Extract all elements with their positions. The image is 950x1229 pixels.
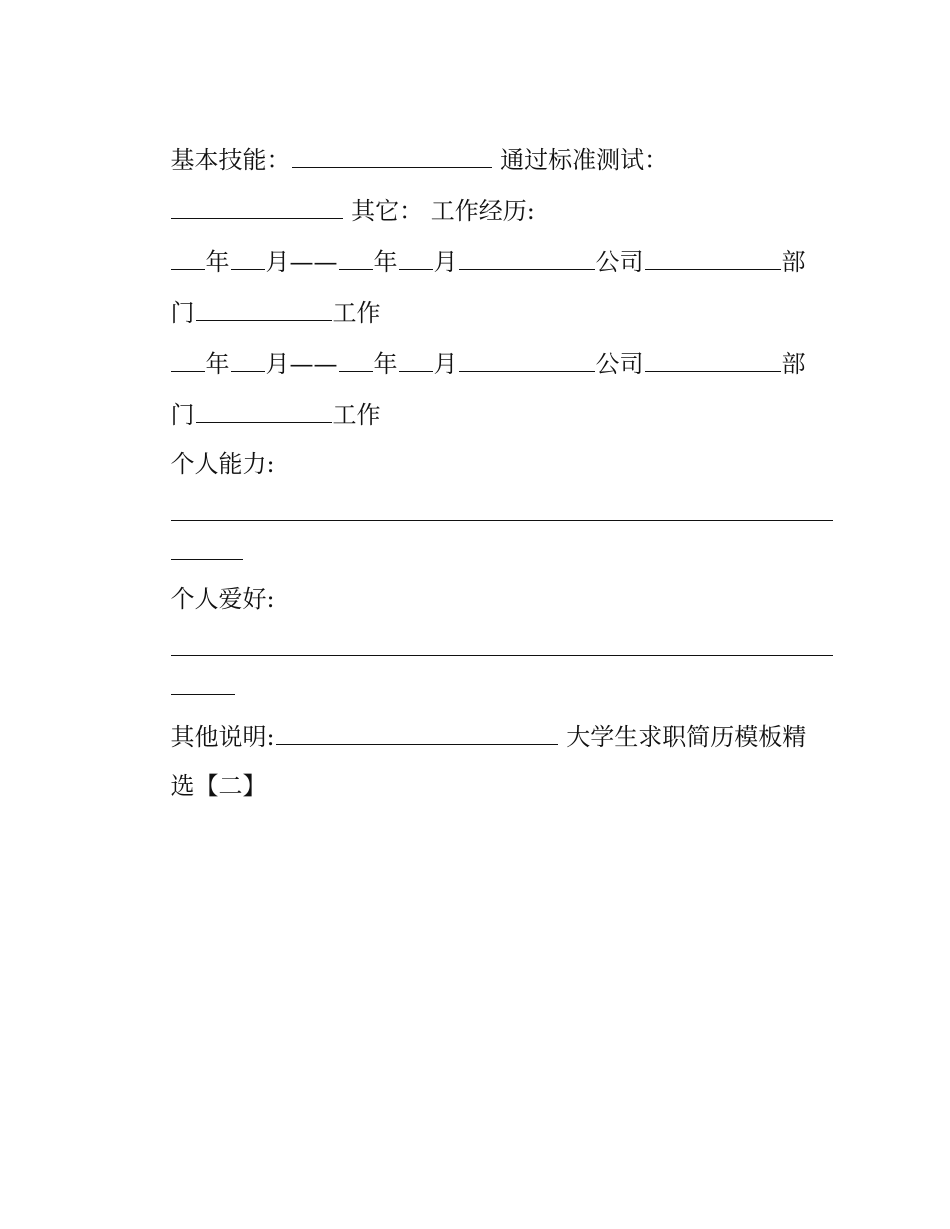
other-label: 其它： (351, 197, 424, 225)
department-label-part2: 门 (170, 299, 195, 327)
next-title-part2: 选【二】 (170, 772, 267, 800)
job-label: 工作 (332, 401, 381, 429)
year-label: 年 (373, 350, 398, 378)
next-title-line (140, 741, 267, 831)
hobbies-blank-line (140, 601, 834, 693)
basic-skills-label: 基本技能： (170, 146, 291, 174)
department-label-part1: 部 (781, 248, 806, 276)
job-label: 工作 (332, 299, 381, 327)
standard-test-label: 通过标准测试： (500, 146, 669, 174)
personal-ability-blank[interactable] (171, 496, 833, 521)
company-blank[interactable] (459, 245, 595, 270)
work-history-label: 工作经历: (430, 197, 535, 225)
personal-ability-blank-line (140, 466, 834, 558)
company-blank[interactable] (459, 347, 595, 372)
year-label: 年 (205, 350, 230, 378)
other-notes-label: 其他说明: (170, 723, 275, 751)
year-label: 年 (373, 248, 398, 276)
month-label: 月 (265, 248, 290, 276)
department-label-part1: 部 (781, 350, 806, 378)
end-month-blank[interactable] (399, 245, 433, 270)
company-label: 公司 (595, 248, 644, 276)
hobbies-blank[interactable] (171, 631, 833, 656)
next-title-part1: 大学生求职简历模板精 (566, 723, 807, 751)
other-notes-blank[interactable] (276, 720, 558, 745)
month-label: 月 (433, 350, 458, 378)
department-blank[interactable] (645, 347, 781, 372)
hobbies-label: 个人爱好: (170, 585, 275, 613)
range-dash: —— (289, 350, 338, 378)
month-label: 月 (265, 350, 290, 378)
year-label: 年 (205, 248, 230, 276)
month-label: 月 (433, 248, 458, 276)
range-dash: —— (289, 248, 338, 276)
company-label: 公司 (595, 350, 644, 378)
department-label-part2: 门 (170, 401, 195, 429)
end-month-blank[interactable] (399, 347, 433, 372)
department-blank[interactable] (645, 245, 781, 270)
personal-ability-label: 个人能力: (170, 450, 275, 478)
